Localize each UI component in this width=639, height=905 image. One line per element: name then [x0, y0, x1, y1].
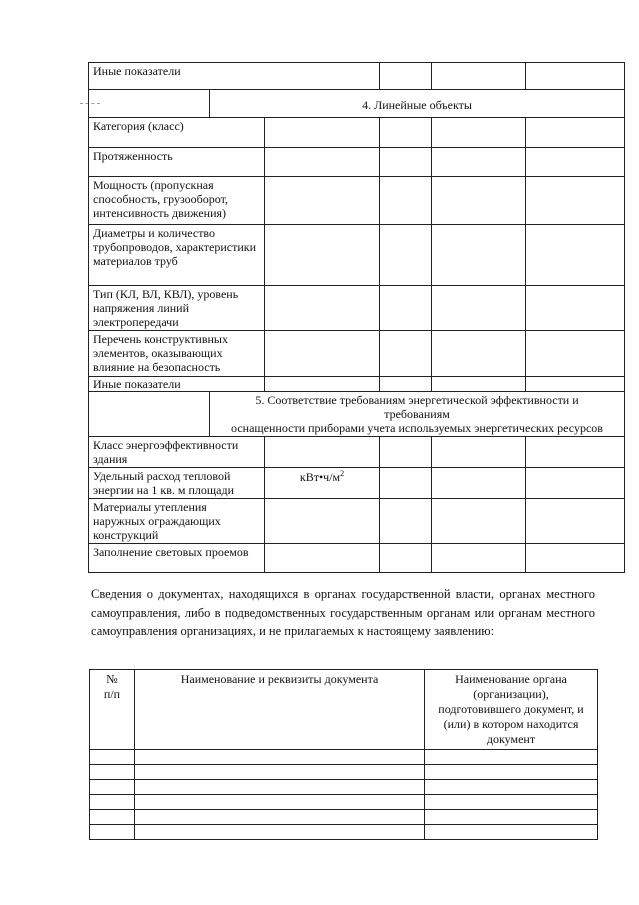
technical-indicators-table [88, 62, 625, 573]
header-number: № п/п [90, 670, 135, 750]
table-row [89, 377, 625, 392]
row-label: Категория (класс) [89, 118, 265, 148]
row-label: Заполнение световых проемов [89, 544, 265, 573]
table-row [89, 63, 625, 90]
table-row [90, 795, 598, 810]
table-row [90, 825, 598, 840]
header-organization: Наименование органа (организации), подготовившего документ, и (или) в котором находится документ [425, 670, 598, 750]
row-label: Мощность (пропускная способность, грузооборот, интенсивность движения) [89, 177, 265, 225]
unit-cell: $кВт•ч/м^2$ [265, 468, 380, 499]
table-row [90, 750, 598, 765]
table-row [89, 148, 625, 177]
table-row [89, 177, 625, 225]
header-document-name: Наименование и реквизиты документа [135, 670, 425, 750]
row-label: Диаметры и количество трубопроводов, характеристики материалов труб [89, 225, 265, 286]
table-row [89, 286, 625, 331]
table-row [90, 810, 598, 825]
row-label: Удельный расход тепловой энергии на 1 кв. м площади [89, 468, 265, 499]
section-header-row [89, 90, 625, 118]
documents-table [89, 669, 598, 840]
table-row [89, 468, 625, 499]
table-row [89, 331, 625, 377]
table-row [89, 225, 625, 286]
table-row [89, 437, 625, 468]
section-5-title: 5. Соответствие требованиям энергетической эффективности и требованиям оснащенности приборами учета используемых энергетических ресурсов [210, 392, 625, 437]
table-row [89, 544, 625, 573]
row-label: Иные показатели [89, 63, 380, 90]
row-label: Класс энергоэффективности здания [89, 437, 265, 468]
section-4-title: 4. Линейные объекты [210, 90, 625, 118]
row-label: Тип (КЛ, ВЛ, КВЛ), уровень напряжения линий электропередачи [89, 286, 265, 331]
row-label: Материалы утепления наружных ограждающих конструкций [89, 499, 265, 544]
table-header-row [90, 670, 598, 750]
documents-paragraph: Сведения о документах, находящихся в органах государственной власти, органах местного самоуправления, либо в подведомственных государственным органам или органам местного самоуправления организациях, и не прилагаемых к настоящему заявлению: [91, 587, 595, 638]
section-header-row [89, 392, 625, 437]
row-label: Протяженность [89, 148, 265, 177]
table-row [90, 780, 598, 795]
table-row [89, 118, 625, 148]
table-row [89, 499, 625, 544]
row-label: Перечень конструктивных элементов, оказывающих влияние на безопасность [89, 331, 265, 377]
row-label: Иные показатели [89, 377, 265, 392]
table-row [90, 765, 598, 780]
